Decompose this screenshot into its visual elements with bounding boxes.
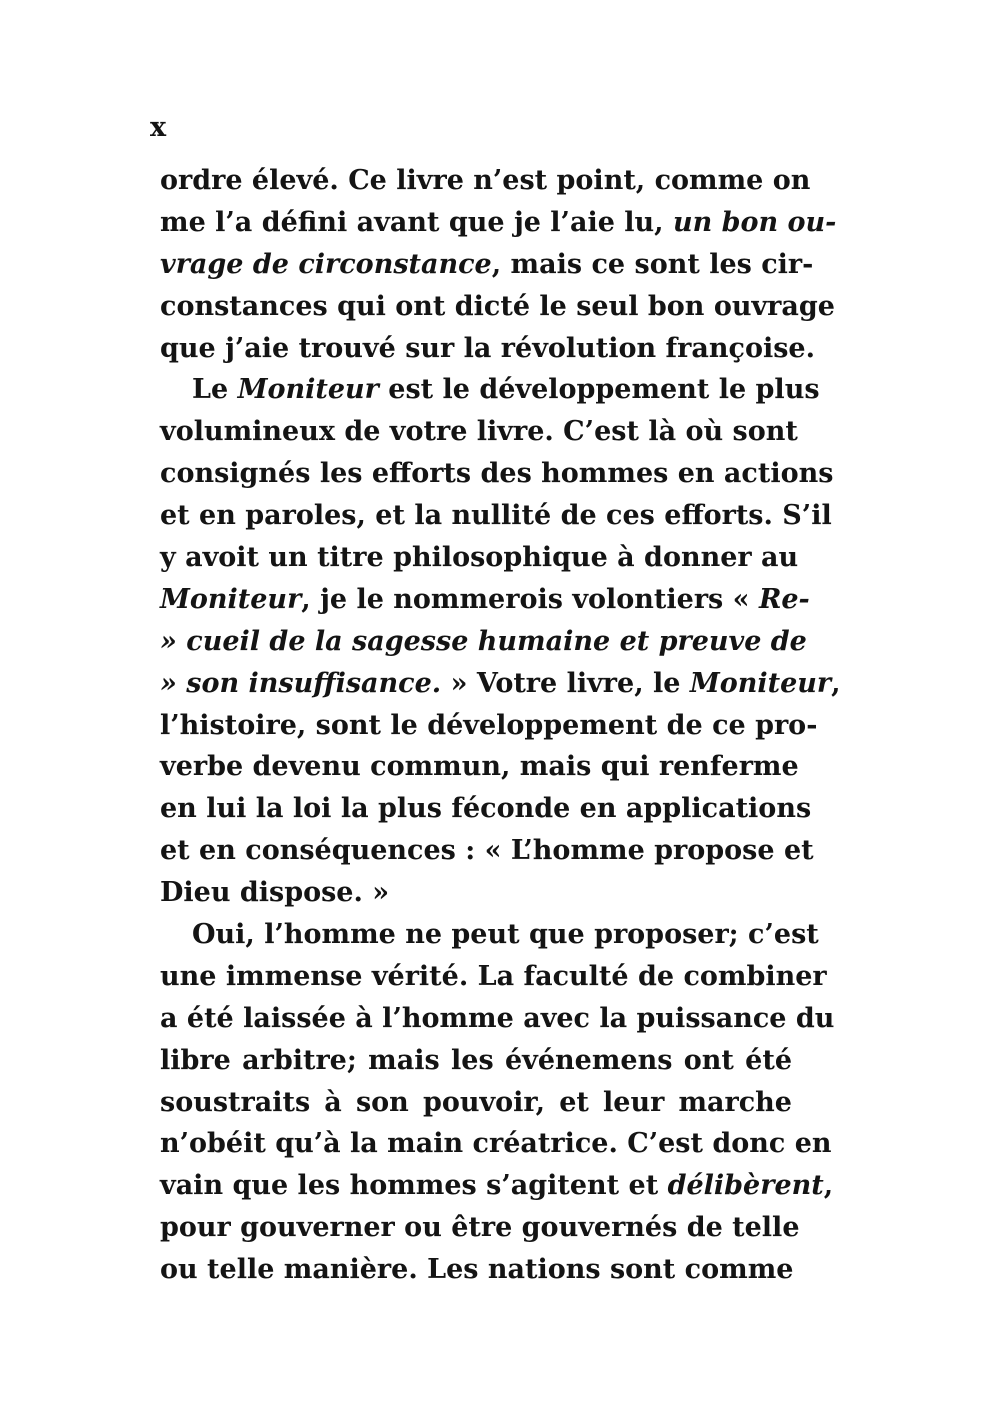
text-run: soustraits à son pouvoir, et leur marche [160, 1086, 792, 1118]
text-run: ordre élevé. Ce livre n’est point, comme on [160, 165, 811, 196]
text-line [160, 914, 819, 956]
italic-text: Moniteur [689, 667, 832, 699]
text-run: consignés les efforts des hommes en actions [160, 458, 834, 490]
text-line [160, 244, 814, 286]
italic-text: vrage de circonstance [160, 248, 492, 280]
text-line [160, 830, 814, 872]
text-line [160, 1207, 800, 1249]
text-line [160, 746, 799, 788]
text-line [160, 621, 807, 663]
text-line [160, 1123, 832, 1165]
text-line [160, 788, 812, 830]
text-run: ou telle manière. Les nations sont comme [160, 1254, 794, 1286]
text-line [160, 705, 818, 747]
text-run: , [831, 667, 841, 699]
text-run: , [823, 1170, 834, 1202]
text-run: y avoit un titre philosophique à donner au [160, 542, 799, 574]
text-line [160, 998, 835, 1040]
text-run: , je le nommerois volontiers « [301, 583, 759, 615]
text-run: Dieu dispose. » [160, 877, 390, 909]
text-line [160, 579, 810, 621]
text-run: n’obéit qu’à la main créatrice. C’est donc en [160, 1128, 832, 1160]
text-line [160, 1082, 792, 1124]
text-run: Le [192, 374, 238, 406]
text-run: Oui, l’homme ne peut que proposer; c’est [192, 919, 819, 951]
italic-text: » son insuffisance. [160, 667, 442, 699]
text-run: est le développement le plus [378, 374, 820, 406]
italic-text: délibèrent [667, 1170, 824, 1202]
italic-text: » cueil de la sagesse humaine et preuve de [160, 625, 807, 657]
text-line [160, 328, 816, 370]
text-line [160, 1165, 834, 1207]
text-line [160, 663, 841, 705]
text-run: vain que les hommes s’agitent et [160, 1170, 668, 1202]
text-line [160, 286, 835, 328]
text-line [160, 202, 837, 244]
text-line [160, 495, 832, 537]
text-run: volumineux de votre livre. C’est là où sont [160, 416, 798, 448]
text-run: et en paroles, et la nullité de ces efforts. S’il [160, 500, 832, 532]
text-line [160, 1249, 792, 1291]
text-line [160, 956, 827, 998]
text-run: constances qui ont dicté le seul bon ouvrage [160, 290, 835, 322]
italic-text: un bon ou- [672, 206, 837, 238]
text-line [160, 1040, 792, 1082]
text-run: et en conséquences : « L’homme propose et [160, 835, 814, 867]
text-run: a été laissée à l’homme avec la puissance du [160, 1002, 835, 1034]
page-number: x [150, 112, 167, 143]
text-run: , mais ce sont les cir- [491, 248, 814, 280]
text-run: une immense vérité. La faculté de combiner [160, 960, 827, 992]
text-run: verbe devenu commun, mais qui renferme [160, 751, 799, 783]
italic-text: Moniteur [160, 583, 302, 615]
body-text [160, 160, 841, 1291]
text-run: en lui la loi la plus féconde en applications [160, 793, 812, 825]
text-line [160, 411, 798, 453]
text-run: libre arbitre; mais les événemens ont été [160, 1044, 792, 1076]
text-line [160, 537, 799, 579]
text-line [160, 453, 834, 495]
text-run: » Votre livre, le [441, 667, 690, 699]
text-run: me l’a défini avant que je l’aie lu, [160, 206, 673, 238]
text-run: pour gouverner ou être gouvernés de telle [160, 1212, 800, 1244]
italic-text: Re- [758, 583, 810, 615]
text-line [160, 160, 811, 202]
text-line [160, 872, 792, 914]
text-run: l’histoire, sont le développement de ce pro- [160, 709, 818, 741]
italic-text: Moniteur [237, 374, 379, 406]
text-line [160, 369, 820, 411]
text-run: que j’aie trouvé sur la révolution françoise. [160, 332, 816, 364]
